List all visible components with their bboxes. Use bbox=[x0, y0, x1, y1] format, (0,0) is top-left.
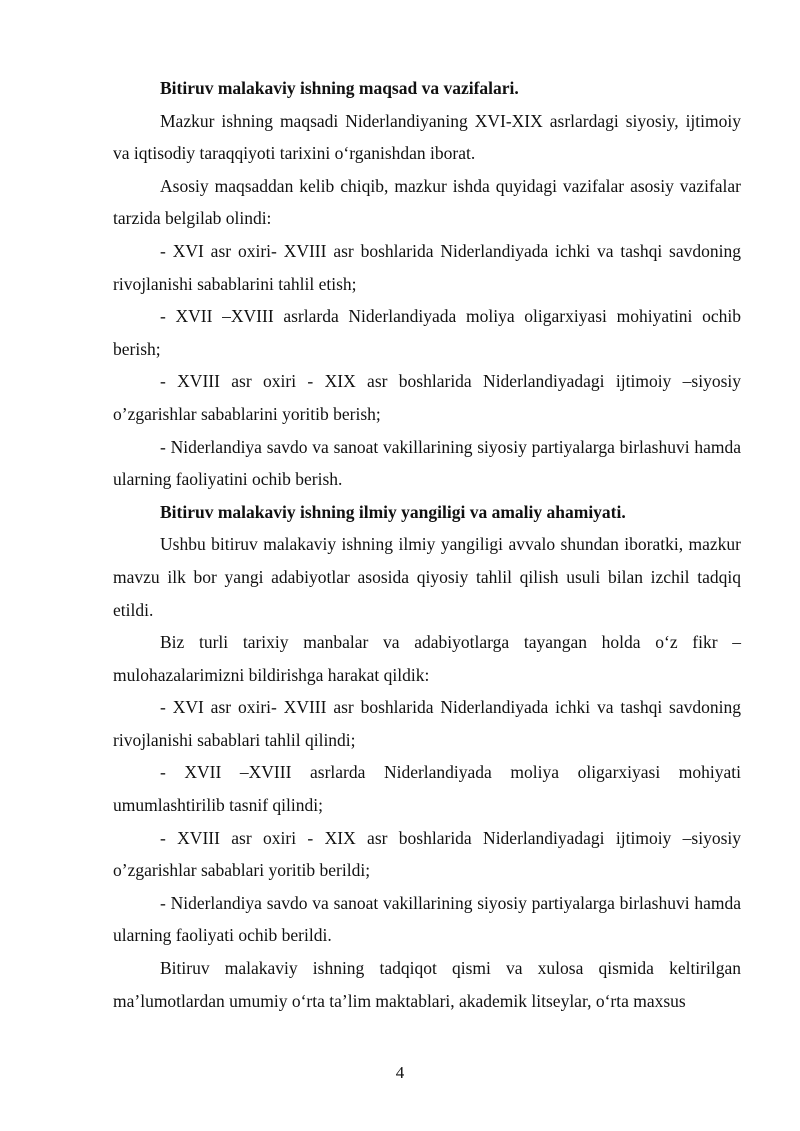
task-item-parties: - Niderlandiya savdo va sanoat vakillarining siyosiy partiyalarga birlashuvi hamda ularning faoliyatini ochib berish. bbox=[113, 436, 741, 490]
task-item-changes: - XVIII asr oxiri - XIX asr boshlarida Niderlandiyadagi ijtimoiy –siyosiy o’zgarishlar sabablarini yoritib berish; bbox=[113, 371, 741, 424]
result-item-changes: - XVIII asr oxiri - XIX asr boshlarida Niderlandiyadagi ijtimoiy –siyosiy o’zgarishlar sabablari yoritib berildi; bbox=[113, 827, 741, 881]
paragraph-tasks-intro: Asosiy maqsaddan kelib chiqib, mazkur ishda quyidagi vazifalar asosiy vazifalar tarzida belgilab olindi: bbox=[113, 175, 741, 229]
paragraph-novelty: Ushbu bitiruv malakaviy ishning ilmiy yangiligi avvalo shundan iboratki, mazkur mavzu ilk bor yangi adabiyotlar asosida qiyosiy tahlil qilish usuli bilan izchil tadqiq etildi. bbox=[113, 534, 741, 620]
page-body bbox=[113, 72, 741, 1017]
page-number: 4 bbox=[395, 1063, 405, 1082]
result-item-parties: - Niderlandiya savdo va sanoat vakillarining siyosiy partiyalarga birlashuvi hamda ularning faoliyati ochib berildi. bbox=[113, 892, 741, 946]
result-item-trade: - XVI asr oxiri- XVIII asr boshlarida Niderlandiyada ichki va tashqi savdoning rivojlanishi sabablari tahlil qilindi; bbox=[113, 697, 741, 750]
task-item-oligarchy: - XVII –XVIII asrlarda Niderlandiyada moliya oligarxiyasi mohiyatini ochib berish; bbox=[113, 306, 741, 359]
section-heading-goals: Bitiruv malakaviy ishning maqsad va vazifalari. bbox=[160, 78, 519, 98]
result-item-oligarchy: - XVII –XVIII asrlarda Niderlandiyada moliya oligarxiyasi mohiyati umumlashtirilib tasnif qilindi; bbox=[113, 762, 741, 816]
section-heading-novelty: Bitiruv malakaviy ishning ilmiy yangiligi va amaliy ahamiyati. bbox=[160, 501, 626, 522]
paragraph-sources: Biz turli tarixiy manbalar va adabiyotlarga tayangan holda o‘z fikr – mulohazalarimizni bildirishga harakat qildik: bbox=[113, 632, 741, 685]
task-item-trade: - XVI asr oxiri- XVIII asr boshlarida Niderlandiyada ichki va tashqi savdoning rivojlanishi sabablarini tahlil etish; bbox=[113, 240, 741, 294]
paragraph-practical-value: Bitiruv malakaviy ishning tadqiqot qismi va xulosa qismida keltirilgan ma’lumotlardan umumiy o‘rta ta’lim maktablari, akademik litseylar, o‘rta maxsus bbox=[113, 958, 741, 1011]
paragraph-purpose: Mazkur ishning maqsadi Niderlandiyaning XVI-XIX asrlardagi siyosiy, ijtimoiy va iqtisodiy taraqqiyoti tarixini o‘rganishdan iborat. bbox=[113, 110, 741, 164]
